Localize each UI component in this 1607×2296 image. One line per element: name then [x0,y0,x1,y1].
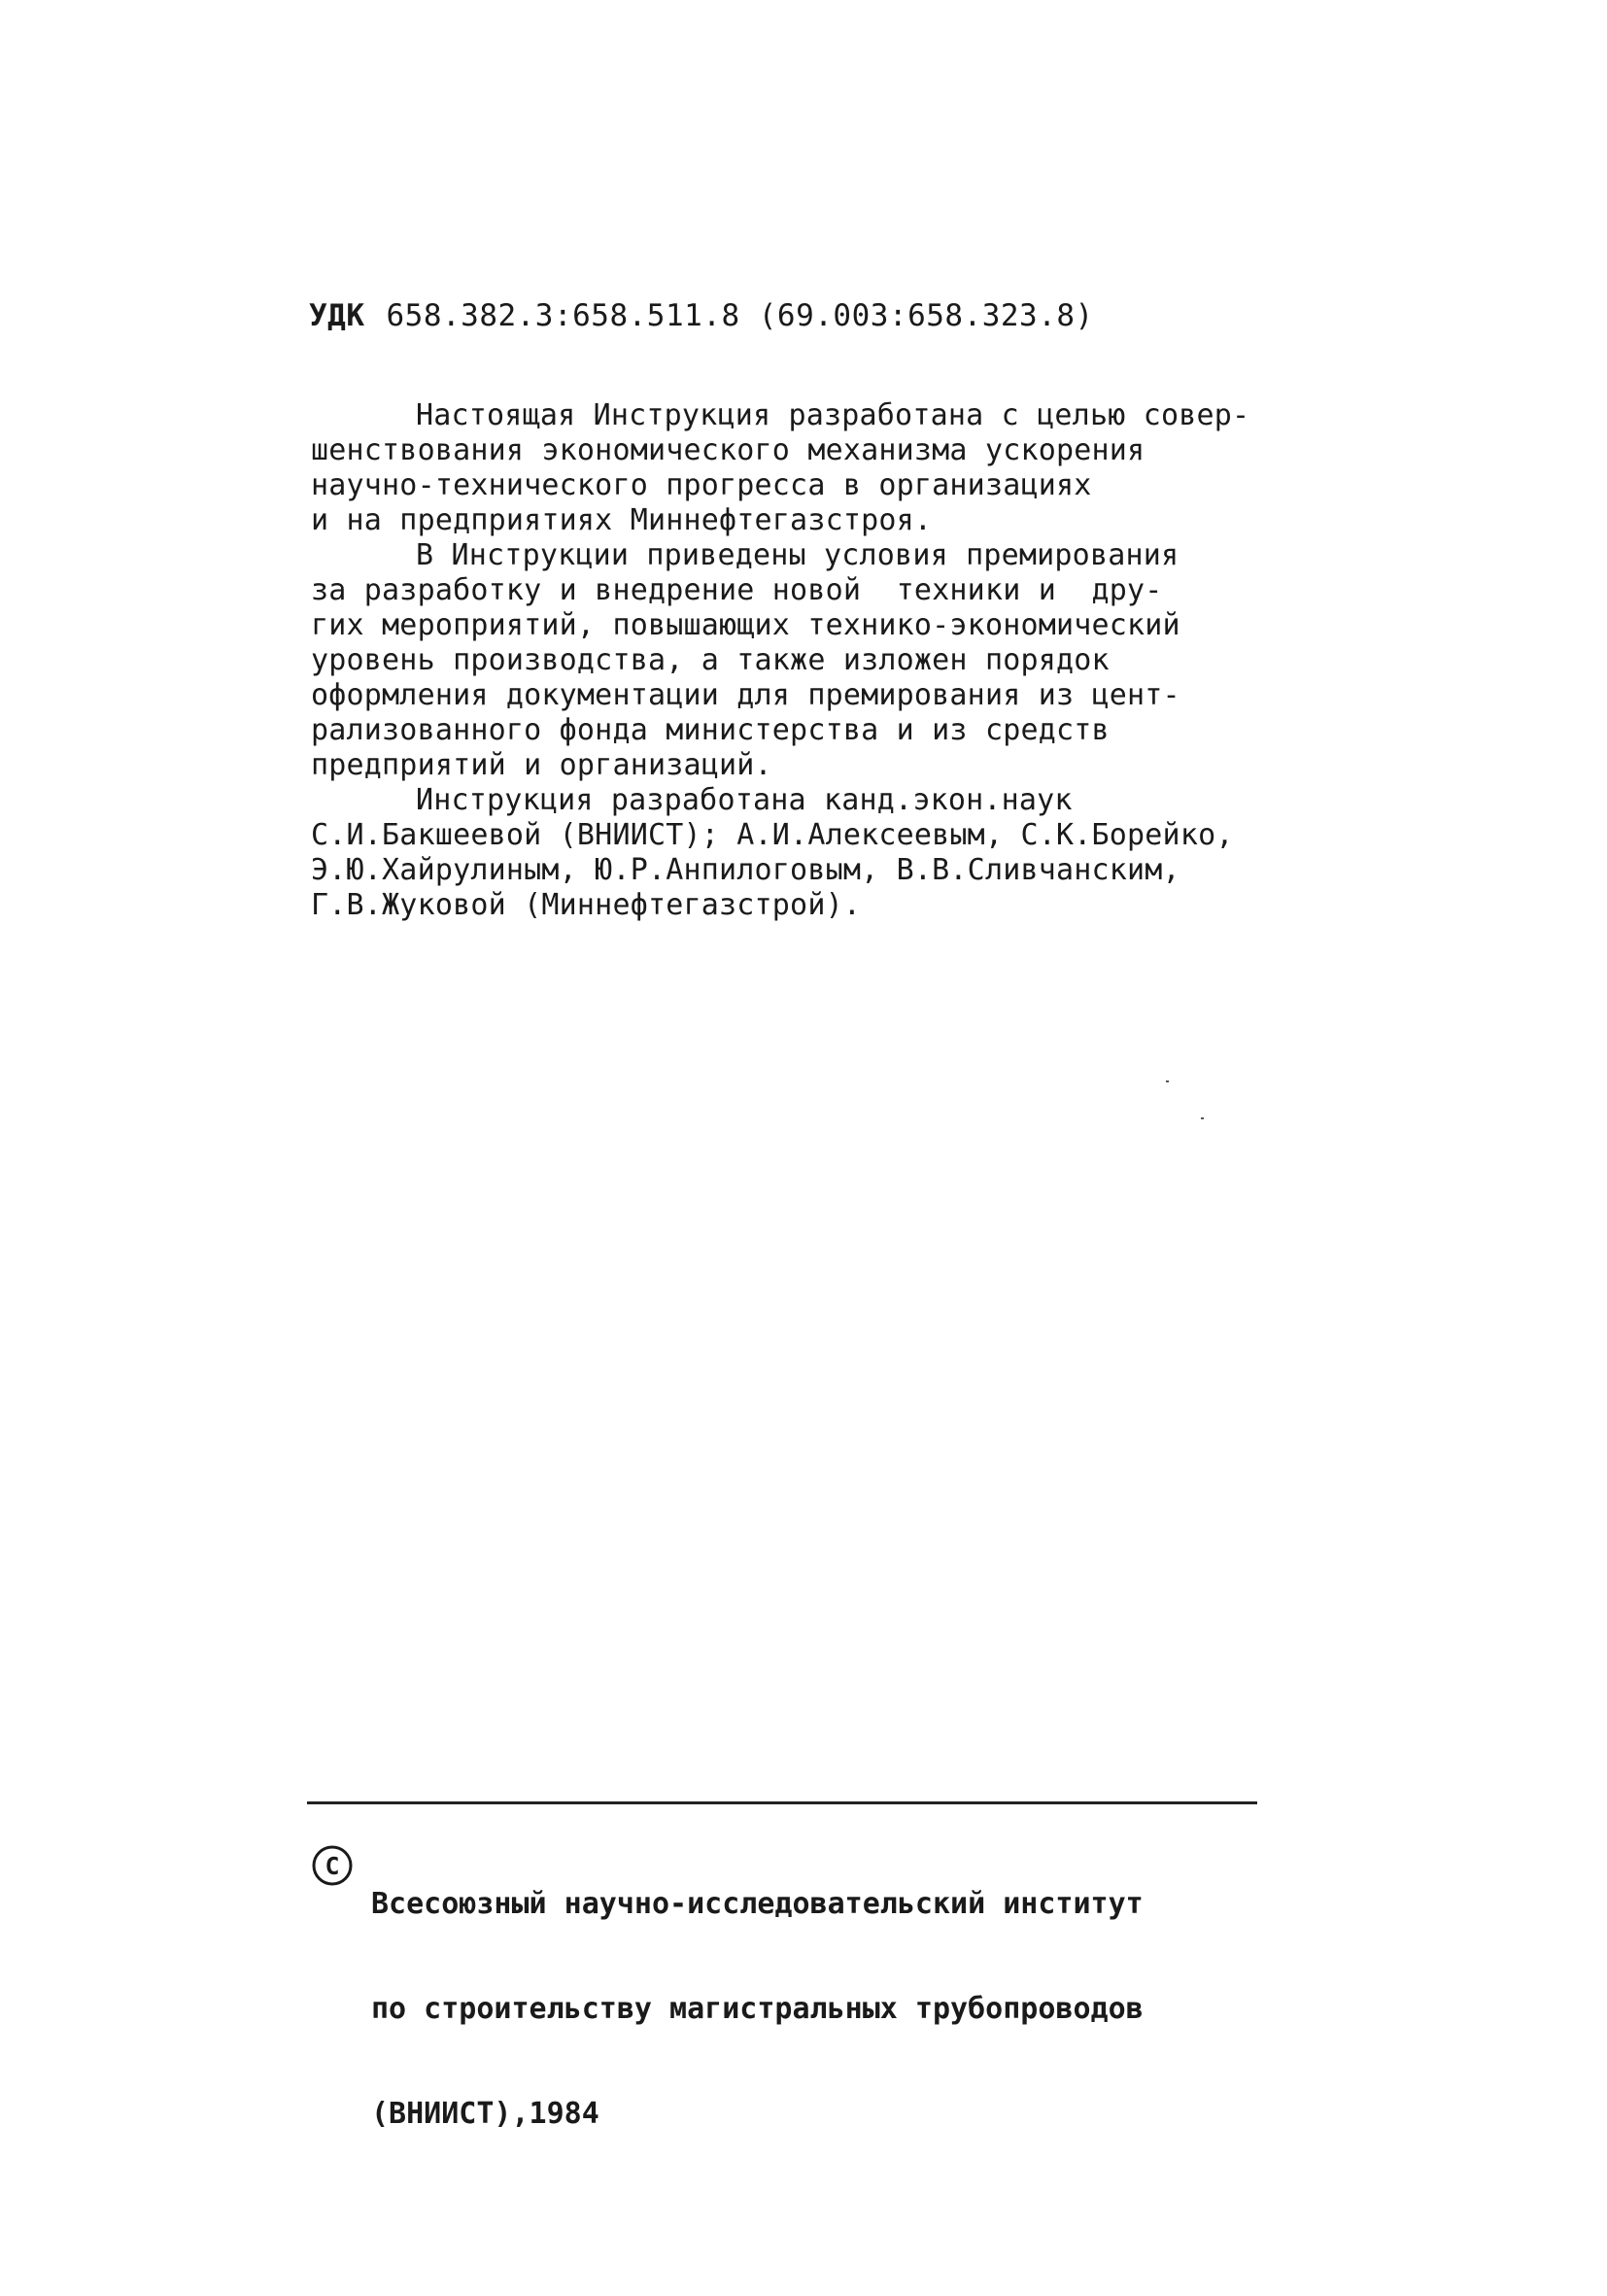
paragraph-3-line: Инструкция разработана канд.экон.наук [416,783,1073,817]
copyright-line: Всесоюзный научно-исследовательский институт [371,1887,1144,1921]
paragraph-2-line: предприятий и организаций. [311,748,772,782]
annotation-text [311,398,1341,923]
copyright-line: по строительству магистральных трубопроводов [371,1992,1144,2026]
copyright-icon [311,1844,354,1887]
paragraph-2-line: оформления документации для премирования из цент- [311,678,1180,712]
paragraph-1-line: и на предприятиях Миннефтегазстроя. [311,503,933,537]
paragraph-3-line: С.И.Бакшеевой (ВНИИСТ); А.И.Алексеевым, С.К.Борейко, [311,818,1234,852]
copyright-symbol: C [325,1852,340,1880]
paragraph-1-line: научно-технического прогресса в организациях [311,468,1092,502]
paragraph-2-line: В Инструкции приведены условия премирования [416,538,1180,572]
paragraph-3-line: Э.Ю.Хайрулиным, Ю.Р.Анпилоговым, В.В.Сливчанским, [311,853,1180,887]
udk-label: УДК [309,298,365,333]
scan-speck [1166,1080,1169,1082]
paragraph-1-line: Настоящая Инструкция разработана с целью совер- [416,398,1250,432]
scan-speck [1201,1117,1204,1119]
copyright-line: (ВНИИСТ),1984 [371,2097,599,2131]
paragraph-2-line: рализованного фонда министерства и из средств [311,713,1110,747]
paragraph-3-line: Г.В.Жуковой (Миннефтегазстрой). [311,888,862,922]
udk-classification [309,296,1094,335]
paragraph-1-line: шенствования экономического механизма ускорения [311,433,1145,467]
footer-divider [307,1801,1257,1804]
paragraph-2-line: гих мероприятий, повышающих технико-экономический [311,608,1180,642]
paragraph-2-line: уровень производства, а также изложен порядок [311,643,1110,677]
udk-code: 658.382.3:658.511.8 (69.003:658.323.8) [386,298,1094,333]
copyright-text [371,1817,1144,2202]
paragraph-2-line: за разработку и внедрение новой техники и дру- [311,573,1163,607]
